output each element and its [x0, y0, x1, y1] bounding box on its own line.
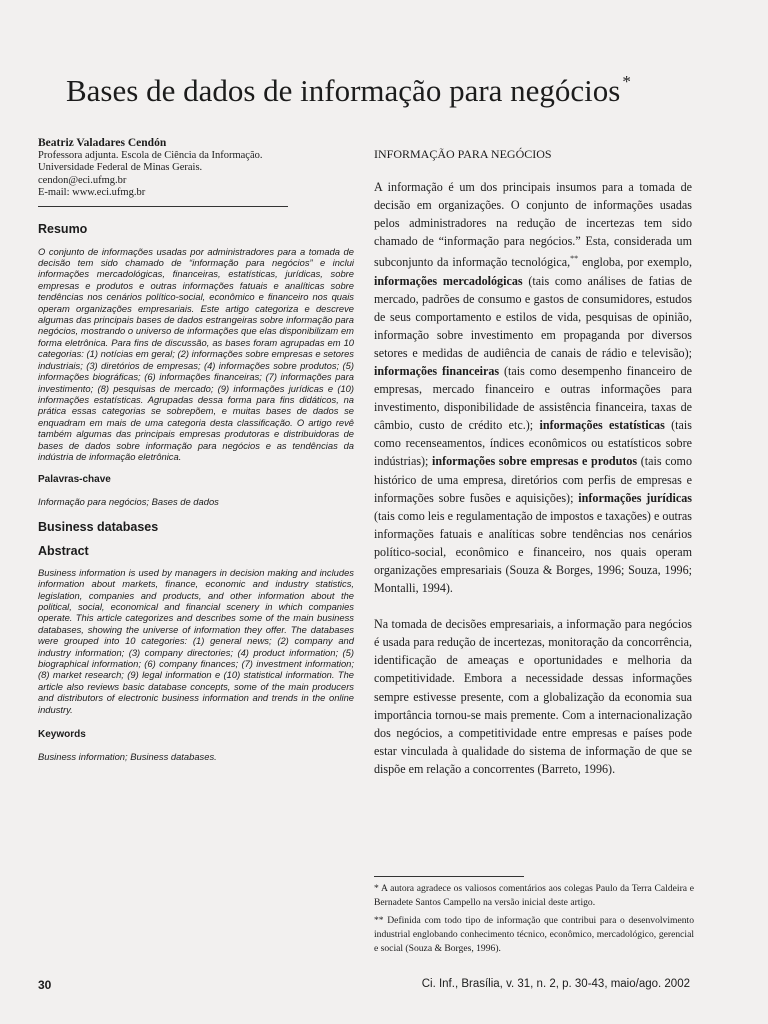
resumo-text: O conjunto de informações usadas por administradores para a tomada de decisão tem sido chamado de “informação para negócios” e inclui informações mercadológicas, financeiras, estatísticas, jurídicas, sobre empresas e produtos e outras informações fatuais e analíticas sobre tendências nos cenários político-social, econômico e financeiro nos quais operam organizações empresariais. Este artigo categoriza e descreve algumas das principais bases de dados estrangeiras sobre informação para negócios, mostrando o universo de informações que elas disponibilizam em forma eletrônica. Para fins de discussão, as bases foram agrupadas em 10 categorias: (1) notícias em geral; (2) informações sobre empresas e setores industriais; (3) diretórios de empresas; (4) informações sobre produtos; (5) informações biográficas; (6) informações financeiras; (7) informações para investimento; (8) pesquisas de mercado; (9) informações jurídicas e (10) informações estatísticas. Agrupadas dessa forma para fins didáticos, na prática essas categorias se sobrepõem, e muitas bases de dados se enquadram em mais de uma categoria desta classificação. O artigo revê também algumas das principais empresas produtoras e distribuidoras de bases de dados sobre informação para negócios e as tendências da indústria de informação eletrônica. — [38, 245, 354, 462]
term-juridicas: informações jurídicas — [578, 490, 692, 505]
left-column — [38, 136, 354, 762]
article-title-text: Bases de dados de informação para negócios — [66, 73, 621, 108]
term-mercadologicas: informações mercadológicas — [374, 273, 523, 288]
para1-text-3: (tais como análises de fatias de mercado, padrões de consumo e gastos de consumidores, estudos de seus comportamento e estilos de vida, pesquisas de opinião, informação sobre investimento em propaganda por diversos setores e medidas de audiência de canais de rádio e televisão); — [374, 273, 692, 360]
para1-text-2: engloba, por exemplo, — [578, 255, 693, 270]
journal-citation: Ci. Inf., Brasília, v. 31, n. 2, p. 30-43, maio/ago. 2002 — [421, 978, 690, 990]
para1-text-6: (tais como histórico de uma empresa, diretórios com perfis de empresas e informações sobre fusões e aquisições); — [374, 454, 692, 505]
resumo-heading: Resumo — [38, 221, 88, 236]
author-affiliation-1: Professora adjunta. Escola de Ciência da Informação. — [38, 150, 263, 161]
footnote-ref: ** — [570, 254, 579, 264]
article-title — [66, 62, 706, 111]
para1-text-5: (tais como recenseamentos, índices econômicos ou estatísticos sobre indústrias); — [374, 418, 692, 469]
right-column — [374, 146, 692, 778]
abstract-text: Business information is used by managers in decision making and includes information about markets, finance, economic and industry statistics, legislation, companies and products, and other information about the political, social, economical and financial scenery in which companies operate. This article categorizes and describes some of the main business databases, showing the universe of information they offer. The databases were grouped into 10 categories: (1) general news; (2) company and industry information; (3) company directories; (4) product information; (5) biographical information; (6) company finances; (7) investment information; (8) market research; (9) legal information e (10) statistical information. The article also reviews basic database concepts, some of the main producers and distributors of electronic business information and trends in the online industry. — [38, 566, 354, 715]
abstract-heading: Abstract — [38, 543, 89, 558]
page-footer — [38, 978, 690, 994]
palavras-chave-text: Informação para negócios; Bases de dados — [38, 496, 219, 508]
term-estatisticas: informações estatísticas — [539, 418, 665, 433]
footnote-2: ** Definida com todo tipo de informação que contribui para o desenvolvimento industrial englobando conhecimento técnico, econômico, mercadológico, gerencial e social (Souza & Borges, 1996). — [374, 915, 694, 954]
title-footnote-mark: * — [622, 72, 631, 91]
section-heading: INFORMAÇÃO PARA NEGÓCIOS — [374, 147, 552, 161]
english-title: Business databases — [38, 519, 159, 534]
author-block — [38, 136, 354, 207]
author-website: E-mail: www.eci.ufmg.br — [38, 187, 146, 199]
author-affiliation-2: Universidade Federal de Minas Gerais. — [38, 162, 203, 174]
page-number: 30 — [38, 978, 52, 992]
keywords-heading: Keywords — [38, 729, 86, 741]
footnote-divider — [374, 876, 524, 877]
body-paragraph-1 — [374, 178, 692, 597]
footnote-1: * A autora agradece os valiosos comentários aos colegas Paulo da Terra Caldeira e Bernadete Santos Campello na versão inicial deste artigo. — [374, 883, 694, 908]
para1-text-1: A informação é um dos principais insumos para a tomada de decisão em organizações. O conjunto de informações usadas pelos administradores na redução de incertezas tem sido chamado de “informação para negócios.” Esta, considerada um subconjunto da informação tecnológica, — [374, 180, 692, 270]
para1-text-7: (tais como leis e regulamentação de impostos e taxações) e outras informações fatuais e analíticas sobre tendências nos cenários político-social, econômico e financeiro, nos quais operam organizações empresariais (Souza & Borges, 1996; Souza, 1996; Montalli, 1994). — [374, 508, 692, 596]
para1-text-4: (tais como desempenho financeiro de empresas, mercado financeiro e outras informações para investimento, disponibilidade de assistência financeira, taxas de câmbio, custo de crédito etc.); — [374, 363, 692, 433]
term-financeiras: informações financeiras — [374, 363, 500, 378]
keywords-text: Business information; Business databases. — [38, 751, 217, 763]
footnotes — [374, 882, 694, 960]
author-divider — [38, 206, 288, 207]
author-email: cendon@eci.ufmg.br — [38, 174, 127, 186]
term-empresas-produtos: informações sobre empresas e produtos — [432, 454, 638, 469]
author-name: Beatriz Valadares Cendón — [38, 137, 167, 149]
body-paragraph-2: Na tomada de decisões empresariais, a informação para negócios é usada para redução de incertezas, monitoração da concorrência, identificação de ameaças e oportunidades e melhoria da competitividade. Embora a necessidade dessas informações sempre estivesse presente, com a globalização da economia sua importância tornou-se mais premente. Com a internacionalização dos negócios, a competitividade entre empresas e países pode estar vinculada à qualidade do sistema de informação de que se dispõe em relação a concorrentes (Barreto, 1996). — [374, 617, 692, 776]
palavras-chave-heading: Palavras-chave — [38, 474, 111, 486]
